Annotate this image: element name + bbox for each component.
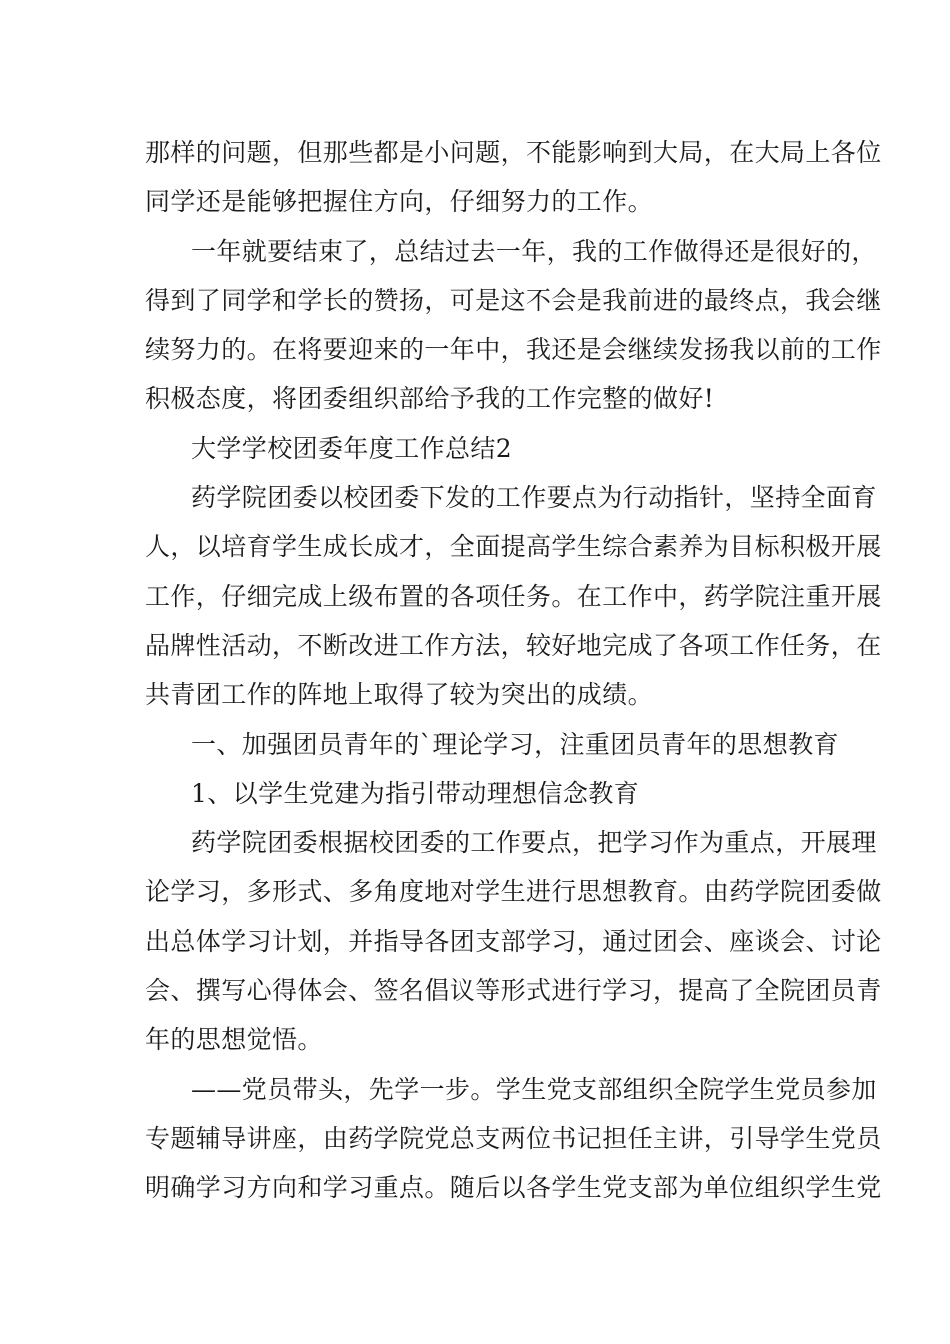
text-line: 人，以培育学生成长成才，全面提高学生综合素养为目标积极开展	[145, 532, 882, 562]
text-line: 积极态度，将团委组织部给予我的工作完整的做好!	[145, 384, 715, 414]
text-line: 明确学习方向和学习重点。随后以各学生党支部为单位组织学生党	[145, 1173, 882, 1203]
text-line: 续努力的。在将要迎来的一年中，我还是会继续发扬我以前的工作	[145, 335, 882, 365]
heading-line: 一、加强团员青年的`理论学习，注重团员青年的思想教育	[191, 729, 839, 759]
text-line: 会、撰写心得体会、签名倡议等形式进行学习，提高了全院团员青	[145, 976, 882, 1006]
text-line: 品牌性活动，不断改进工作方法，较好地完成了各项工作任务，在	[145, 630, 882, 660]
text-line: 得到了同学和学长的赞扬，可是这不会是我前进的最终点，我会继	[145, 285, 882, 315]
text-line: 一年就要结束了，总结过去一年，我的工作做得还是很好的，	[191, 236, 877, 266]
text-line: 药学院团委根据校团委的工作要点，把学习作为重点，开展理	[191, 828, 877, 858]
text-line: 那样的问题，但那些都是小问题，不能影响到大局，在大局上各位	[145, 138, 882, 167]
text-line: 工作，仔细完成上级布置的各项任务。在工作中，药学院注重开展	[145, 581, 882, 611]
subheading-line: 1、以学生党建为指引带动理想信念教育	[191, 778, 640, 808]
section-title: 大学学校团委年度工作总结2	[191, 433, 513, 463]
document-body	[145, 128, 882, 1213]
text-line: 论学习，多形式、多角度地对学生进行思想教育。由药学院团委做	[145, 877, 882, 907]
text-line: 共青团工作的阵地上取得了较为突出的成绩。	[145, 680, 654, 710]
text-line: 同学还是能够把握住方向，仔细努力的工作。	[145, 187, 654, 217]
text-line: 药学院团委以校团委下发的工作要点为行动指针，坚持全面育	[191, 483, 877, 513]
text-line: 年的思想觉悟。	[145, 1025, 323, 1055]
text-line: 出总体学习计划，并指导各团支部学习，通过团会、座谈会、讨论	[145, 926, 882, 956]
text-line: 专题辅导讲座，由药学院党总支两位书记担任主讲，引导学生党员	[145, 1123, 882, 1153]
text-line: ——党员带头，先学一步。学生党支部组织全院学生党员参加	[191, 1074, 877, 1104]
